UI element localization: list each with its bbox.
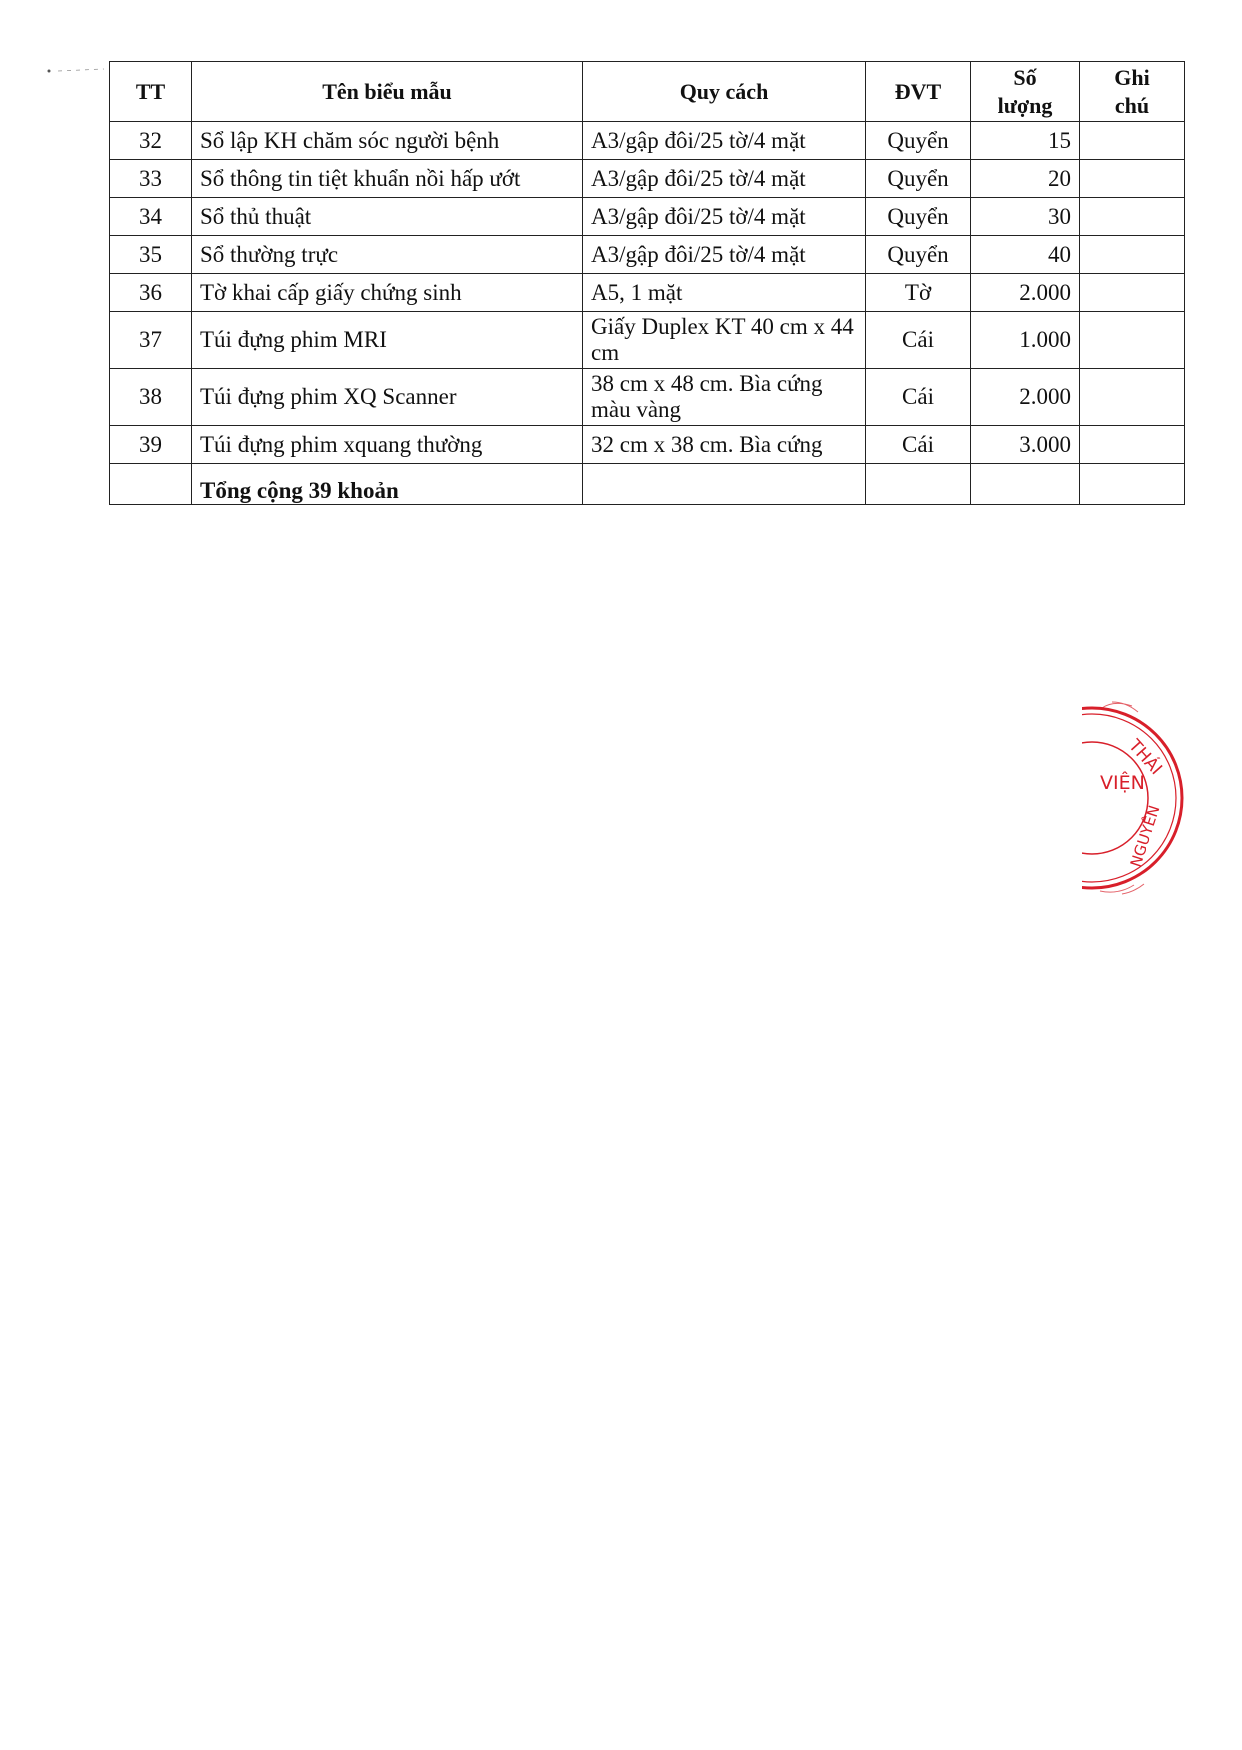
- cell-spec: A3/gập đôi/25 tờ/4 mặt: [583, 122, 866, 160]
- table-row: [110, 198, 1185, 236]
- cell-unit: Quyển: [866, 198, 971, 236]
- cell-unit: Cái: [866, 369, 971, 426]
- header-note-line1: Ghi: [1114, 64, 1150, 90]
- cell-spec: A5, 1 mặt: [583, 274, 866, 312]
- cell-tt: 37: [110, 312, 192, 369]
- cell-qty: 1.000: [971, 312, 1080, 369]
- cell-name: Túi đựng phim xquang thường: [192, 426, 583, 464]
- table-row: [110, 236, 1185, 274]
- cell-name: Sổ lập KH chăm sóc người bệnh: [192, 122, 583, 160]
- header-name: Tên biểu mẫu: [192, 62, 583, 122]
- cell-unit: Cái: [866, 312, 971, 369]
- cell-qty: 20: [971, 160, 1080, 198]
- total-label: Tổng cộng 39 khoản: [192, 464, 583, 505]
- seal-graphic: [1082, 698, 1190, 898]
- cell-name: Tờ khai cấp giấy chứng sinh: [192, 274, 583, 312]
- cell-unit: Quyển: [866, 160, 971, 198]
- cell-spec: 38 cm x 48 cm. Bìa cứng màu vàng: [583, 369, 866, 426]
- cell-note: [1080, 198, 1185, 236]
- cell-unit: Cái: [866, 426, 971, 464]
- cell-unit: Quyển: [866, 122, 971, 160]
- header-note-line2: chú: [1114, 92, 1150, 118]
- cell-qty: 2.000: [971, 274, 1080, 312]
- cell-tt: 34: [110, 198, 192, 236]
- cell-tt: 33: [110, 160, 192, 198]
- cell-tt: 32: [110, 122, 192, 160]
- cell-qty: 3.000: [971, 426, 1080, 464]
- cell-name: Túi đựng phim XQ Scanner: [192, 369, 583, 426]
- cell-spec: A3/gập đôi/25 tờ/4 mặt: [583, 160, 866, 198]
- total-cell-spec: [583, 464, 866, 505]
- cell-note: [1080, 426, 1185, 464]
- forms-table: [109, 61, 1185, 505]
- cell-name: Sổ thường trực: [192, 236, 583, 274]
- cell-tt: 39: [110, 426, 192, 464]
- seal-text-bottom: NGUYÊN: [1126, 803, 1164, 870]
- cell-spec: A3/gập đôi/25 tờ/4 mặt: [583, 236, 866, 274]
- cell-note: [1080, 122, 1185, 160]
- total-row: [110, 464, 1185, 505]
- cell-spec: A3/gập đôi/25 tờ/4 mặt: [583, 198, 866, 236]
- cell-note: [1080, 312, 1185, 369]
- table-header-row: [110, 62, 1185, 122]
- header-unit: ĐVT: [866, 62, 971, 122]
- cell-unit: Tờ: [866, 274, 971, 312]
- cell-qty: 15: [971, 122, 1080, 160]
- total-cell-qty: [971, 464, 1080, 505]
- cell-note: [1080, 274, 1185, 312]
- cell-note: [1080, 236, 1185, 274]
- cell-qty: 30: [971, 198, 1080, 236]
- total-cell-tt: [110, 464, 192, 505]
- header-qty-line1: Số: [1013, 64, 1037, 90]
- scan-marks: [46, 66, 108, 74]
- table-row: [110, 369, 1185, 426]
- cell-name: Sổ thủ thuật: [192, 198, 583, 236]
- header-spec: Quy cách: [583, 62, 866, 122]
- cell-note: [1080, 160, 1185, 198]
- table-row: [110, 312, 1185, 369]
- official-seal: [1082, 698, 1190, 898]
- header-qty: [971, 62, 1080, 122]
- cell-tt: 36: [110, 274, 192, 312]
- table-row: [110, 160, 1185, 198]
- cell-spec: 32 cm x 38 cm. Bìa cứng: [583, 426, 866, 464]
- seal-text-mid: VIỆN: [1100, 772, 1145, 794]
- total-cell-unit: [866, 464, 971, 505]
- cell-name: Túi đựng phim MRI: [192, 312, 583, 369]
- table-row: [110, 274, 1185, 312]
- table-row: [110, 122, 1185, 160]
- cell-note: [1080, 369, 1185, 426]
- header-note: [1080, 62, 1185, 122]
- header-tt: TT: [110, 62, 192, 122]
- table-row: [110, 426, 1185, 464]
- cell-tt: 35: [110, 236, 192, 274]
- cell-name: Sổ thông tin tiệt khuẩn nồi hấp ướt: [192, 160, 583, 198]
- cell-unit: Quyển: [866, 236, 971, 274]
- cell-qty: 40: [971, 236, 1080, 274]
- total-cell-note: [1080, 464, 1185, 505]
- cell-qty: 2.000: [971, 369, 1080, 426]
- cell-tt: 38: [110, 369, 192, 426]
- seal-text-top: THÁI: [1124, 735, 1166, 779]
- cell-spec: Giấy Duplex KT 40 cm x 44 cm: [583, 312, 866, 369]
- header-qty-line2: lượng: [997, 92, 1053, 118]
